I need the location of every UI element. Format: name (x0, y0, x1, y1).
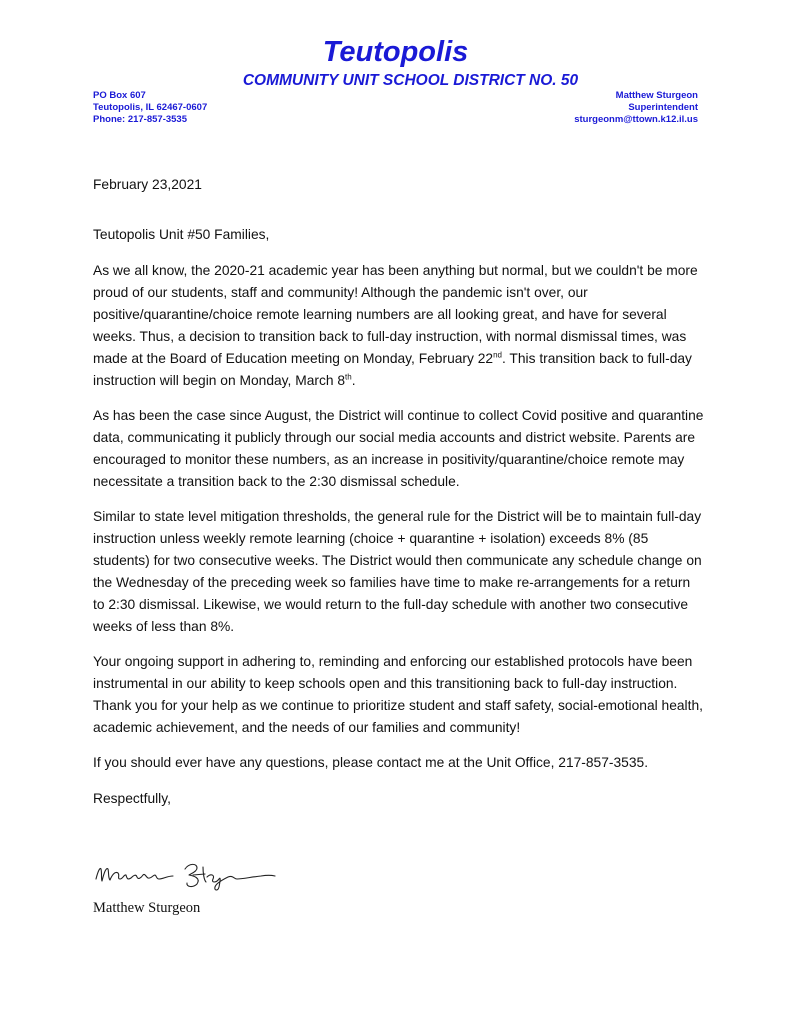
paragraph-1-part-a: As we all know, the 2020-21 academic year has been anything but normal, but we couldn't be more proud of our students, staff and community! Although the pandemic isn't over, our positive/quarantine/choice remote learning numbers are all looking great, and have for several weeks. Thus, a decision to transition back to full-day instruction, with normal dismissal times, was made at the Board of Education meeting on Monday, February 22 (93, 263, 698, 366)
superintendent-contact-block (574, 90, 698, 126)
paragraph-1 (93, 260, 705, 392)
letter-body (93, 174, 705, 810)
superintendent-name: Matthew Sturgeon (615, 90, 698, 101)
paragraph-4: Your ongoing support in adhering to, reminding and enforcing our established protocols have been instrumental in our ability to keep schools open and this transitioning back to full-day instruction. Thank you for your help as we continue to prioritize student and staff safety, social-emotional health, academic achievement, and the needs of our families and community! (93, 654, 703, 735)
letter-salutation: Teutopolis Unit #50 Families, (93, 227, 270, 242)
ordinal-suffix-nd: nd (493, 350, 503, 360)
superintendent-title: Superintendent (628, 102, 698, 113)
signer-name: Matthew Sturgeon (93, 900, 201, 916)
district-contact-block (93, 90, 207, 126)
paragraph-1-part-c: . (351, 373, 356, 388)
paragraph-5: If you should ever have any questions, please contact me at the Unit Office, 217-857-3535. (93, 755, 649, 770)
phone-number: Phone: 217-857-3535 (93, 114, 187, 125)
paragraph-1-part-b: . This transition back to full-day instruction will begin on Monday, March 8 (93, 351, 692, 388)
letter-closing: Respectfully, (93, 791, 171, 806)
city-address: Teutopolis, IL 62467-0607 (93, 102, 208, 113)
ordinal-suffix-th: th (345, 372, 352, 382)
superintendent-email: sturgeonm@ttown.k12.il.us (574, 114, 698, 125)
district-subtitle: COMMUNITY UNIT SCHOOL DISTRICT NO. 50 (242, 72, 579, 89)
district-name-title: Teutopolis (322, 36, 469, 68)
paragraph-2: As has been the case since August, the District will continue to collect Covid positive and quarantine data, communicating it publicly through our social media accounts and district website. Parents are encouraged to monitor these numbers, as an increase in positivity/quarantine/choice remote may necessitate a transition back to the 2:30 dismissal schedule. (93, 408, 704, 489)
po-box: PO Box 607 (93, 90, 146, 101)
handwritten-signature (93, 857, 278, 893)
paragraph-3: Similar to state level mitigation thresholds, the general rule for the District will be to maintain full-day instruction unless weekly remote learning (choice + quarantine + isolation) exceeds 8% (85 students) for two consecutive weeks. The District would then communicate any schedule change on the Wednesday of the preceding week so families have time to make re-arrangements for a return to 2:30 dismissal. Likewise, we would return to the full-day schedule with another two consecutive weeks of less than 8%. (93, 509, 702, 634)
letter-date: February 23,2021 (93, 177, 202, 192)
